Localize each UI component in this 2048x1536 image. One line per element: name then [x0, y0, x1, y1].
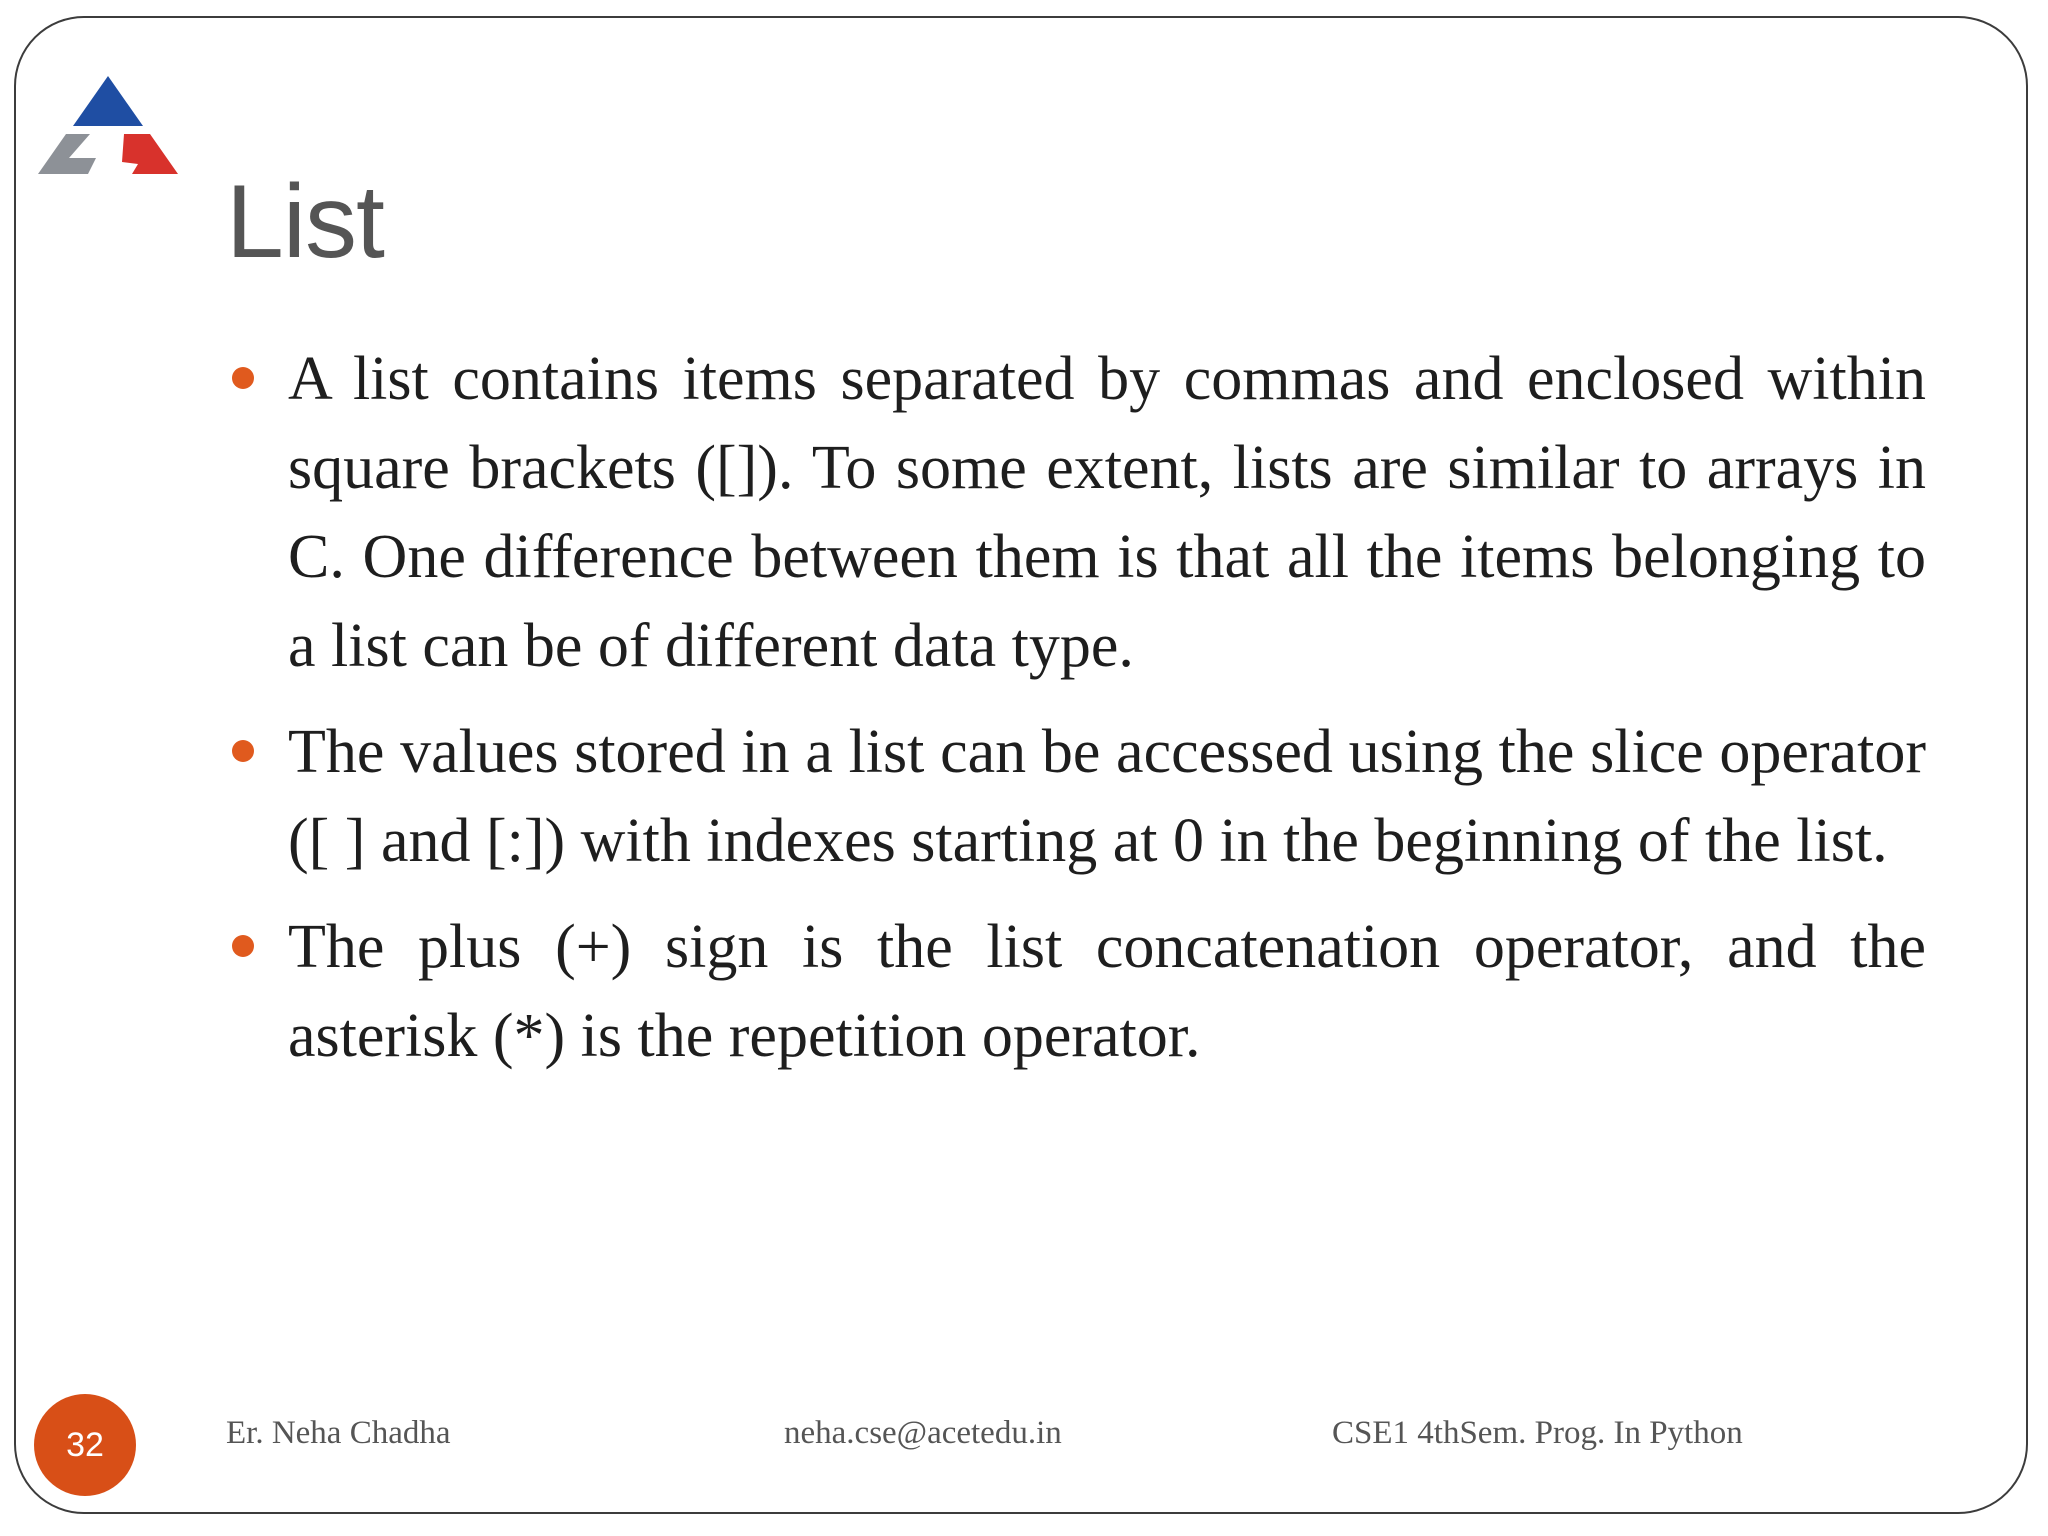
bullet-text: The plus (+) sign is the list concatenation operator, and the asterisk (*) is the repetition operator.	[288, 913, 1926, 1070]
bullet-item	[226, 708, 1926, 886]
logo-red-shape	[122, 134, 178, 174]
bullet-item	[226, 335, 1926, 691]
footer-course: CSE1 4thSem. Prog. In Python	[1332, 1415, 1743, 1451]
page-number-badge: 32	[34, 1394, 136, 1496]
bullet-text: The values stored in a list can be accessed using the slice operator ([ ] and [:]) with indexes starting at 0 in the beginning of the list.	[288, 718, 1926, 875]
logo-blue-triangle	[73, 76, 143, 126]
bullet-text: A list contains items separated by commas and enclosed within square brackets ([]). To some extent, lists are similar to arrays in C. One difference between them is that all the items belonging to a list can be of different data type.	[288, 345, 1926, 680]
bullet-list	[226, 335, 1926, 1098]
footer-email: neha.cse@acetedu.in	[784, 1415, 1062, 1451]
bullet-dot-icon	[232, 367, 254, 389]
footer-author: Er. Neha Chadha	[226, 1415, 451, 1451]
bullet-dot-icon	[232, 935, 254, 957]
logo-grey-shape	[38, 134, 96, 174]
bullet-item	[226, 903, 1926, 1081]
institution-logo	[38, 74, 178, 178]
bullet-dot-icon	[232, 740, 254, 762]
slide-title: List	[226, 164, 384, 280]
